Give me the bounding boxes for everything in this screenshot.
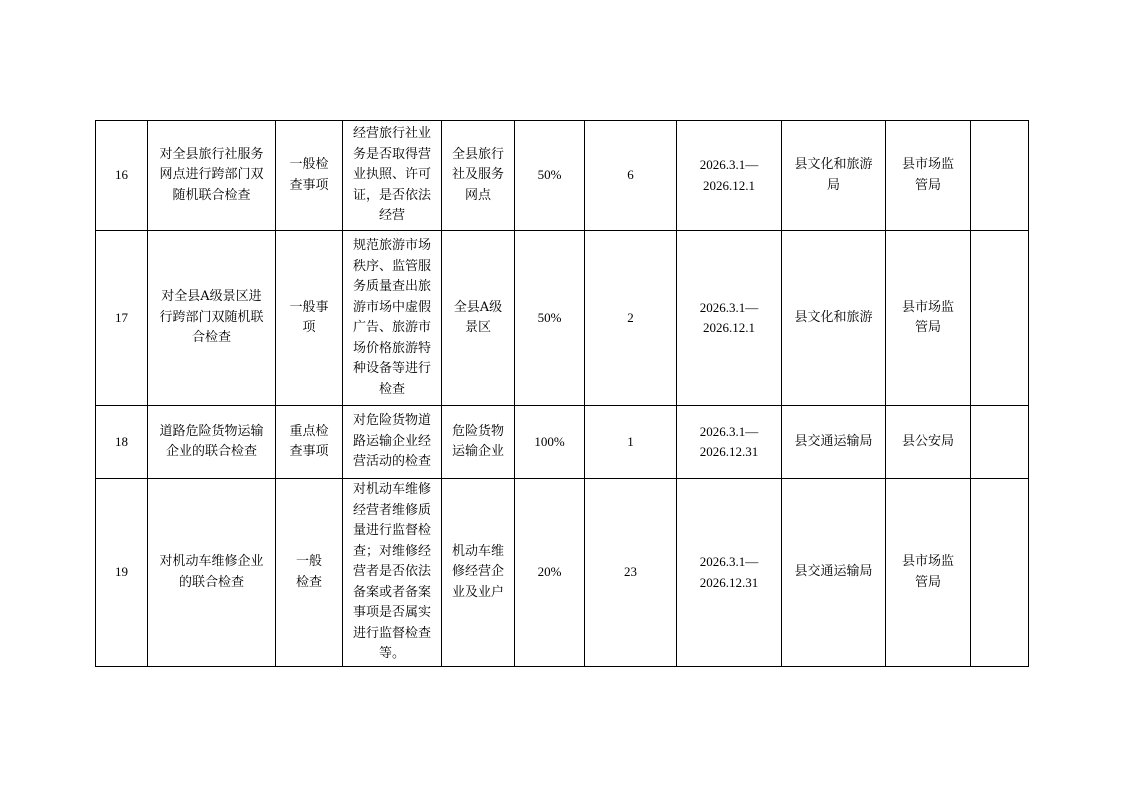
inspection-type: 一般检查 bbox=[276, 479, 343, 667]
partner-department: 县公安局 bbox=[886, 406, 971, 479]
inspection-item: 对全县旅行社服务网点进行跨部门双随机联合检查 bbox=[148, 121, 276, 231]
row-number: 18 bbox=[96, 406, 148, 479]
inspection-period bbox=[677, 479, 782, 667]
period-end: 2026.12.1 bbox=[703, 177, 755, 193]
period-end: 2026.12.1 bbox=[703, 320, 755, 335]
inspection-content: 对危险货物道路运输企业经营活动的检查 bbox=[343, 406, 442, 479]
partner-department: 县市场监管局 bbox=[886, 121, 971, 231]
remark bbox=[971, 231, 1029, 406]
row-number: 17 bbox=[96, 231, 148, 406]
remark bbox=[971, 121, 1029, 231]
inspection-content: 对机动车维修经营者维修质量进行监督检查；对维修经营者是否依法备案或者备案事项是否属实进行监督检查等。 bbox=[343, 479, 442, 667]
inspection-period bbox=[677, 406, 782, 479]
period-end: 2026.12.31 bbox=[699, 574, 759, 590]
row-number: 16 bbox=[96, 121, 148, 231]
sampling-count: 23 bbox=[585, 479, 677, 667]
period-start: 2026.3.1— bbox=[699, 423, 759, 439]
inspection-object: 危险货物运输企业 bbox=[442, 406, 515, 479]
partner-department: 县市场监管局 bbox=[886, 479, 971, 667]
sampling-ratio: 100% bbox=[515, 406, 585, 479]
inspection-object: 全县A级景区 bbox=[442, 231, 515, 406]
remark bbox=[971, 406, 1029, 479]
period-start: 2026.3.1— bbox=[699, 299, 759, 315]
inspection-period bbox=[677, 231, 782, 406]
inspection-item: 对机动车维修企业的联合检查 bbox=[148, 479, 276, 667]
sampling-count: 1 bbox=[585, 406, 677, 479]
inspection-content: 规范旅游市场秩序、监管服务质量查出旅游市场中虚假广告、旅游市场价格旅游特种设备等进行检查 bbox=[343, 231, 442, 406]
lead-department: 县交通运输局 bbox=[782, 479, 886, 667]
sampling-count: 2 bbox=[585, 231, 677, 406]
inspection-type: 重点检查事项 bbox=[276, 406, 343, 479]
table-row bbox=[96, 479, 1029, 667]
table-row bbox=[96, 231, 1029, 406]
inspection-item: 道路危险货物运输企业的联合检查 bbox=[148, 406, 276, 479]
table-row bbox=[96, 406, 1029, 479]
period-end: 2026.12.31 bbox=[699, 444, 759, 459]
lead-department: 县文化和旅游局 bbox=[782, 121, 886, 231]
sampling-ratio: 20% bbox=[515, 479, 585, 667]
inspection-item: 对全县A级景区进行跨部门双随机联合检查 bbox=[148, 231, 276, 406]
lead-department: 县交通运输局 bbox=[782, 406, 886, 479]
inspection-type: 一般事项 bbox=[276, 231, 343, 406]
sampling-count: 6 bbox=[585, 121, 677, 231]
sampling-ratio: 50% bbox=[515, 231, 585, 406]
remark bbox=[971, 479, 1029, 667]
inspection-table bbox=[95, 120, 1029, 667]
inspection-object: 全县旅行社及服务网点 bbox=[442, 121, 515, 231]
inspection-object: 机动车维修经营企业及业户 bbox=[442, 479, 515, 667]
lead-department: 县文化和旅游 bbox=[782, 231, 886, 406]
partner-department: 县市场监管局 bbox=[886, 231, 971, 406]
sampling-ratio: 50% bbox=[515, 121, 585, 231]
inspection-period bbox=[677, 121, 782, 231]
period-start: 2026.3.1— bbox=[699, 554, 759, 569]
inspection-content: 经营旅行社业务是否取得营业执照、许可证，是否依法经营 bbox=[343, 121, 442, 231]
inspection-type: 一般检查事项 bbox=[276, 121, 343, 231]
table-row bbox=[96, 121, 1029, 231]
period-start: 2026.3.1— bbox=[699, 157, 759, 172]
row-number: 19 bbox=[96, 479, 148, 667]
